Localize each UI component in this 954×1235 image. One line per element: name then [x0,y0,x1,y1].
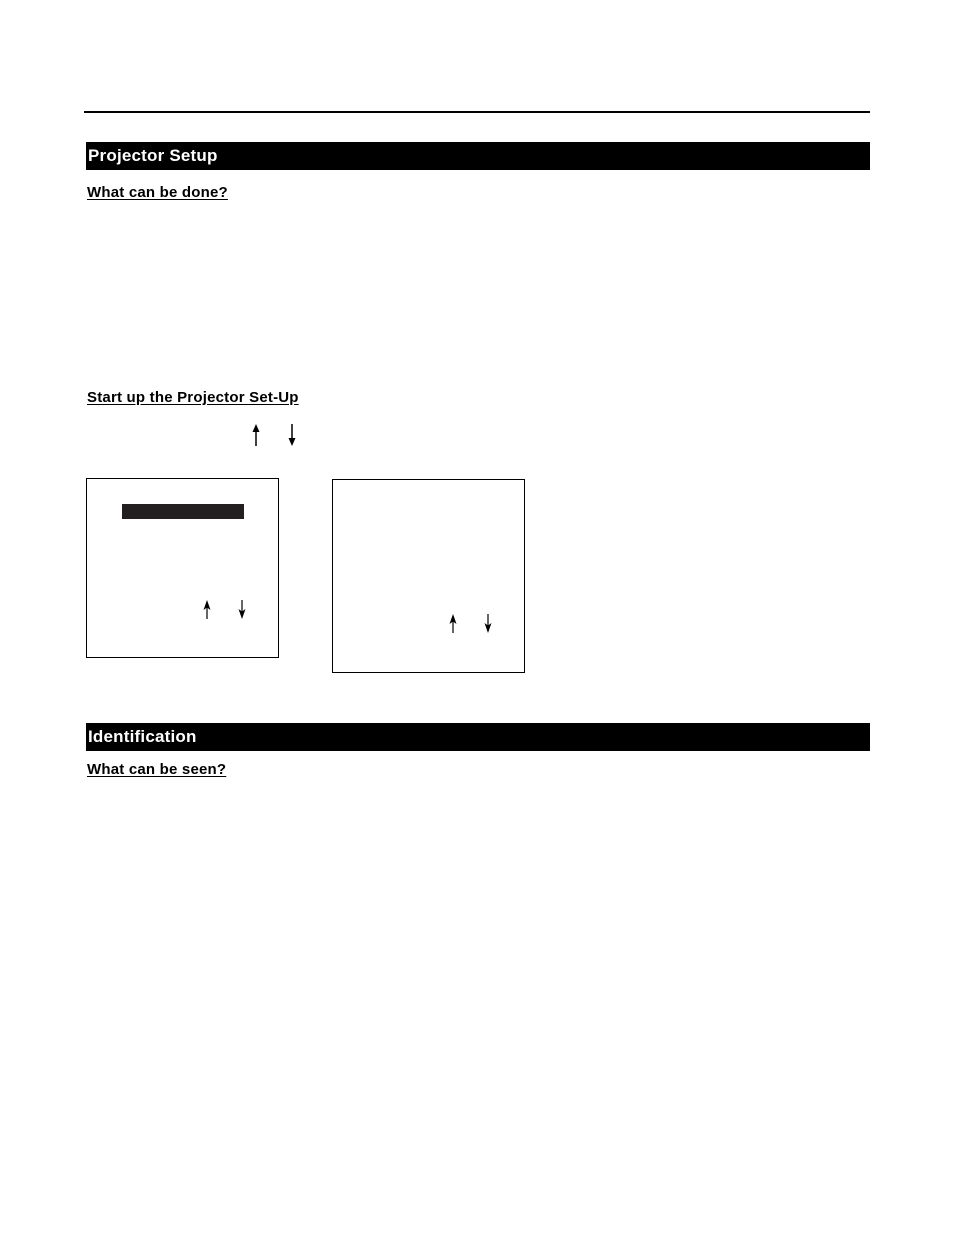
arrow-up-icon [201,600,213,620]
arrow-down-icon [482,614,494,634]
subheading-start-up-projector-setup: Start up the Projector Set-Up [87,389,299,406]
menu-screen-2 [332,479,525,673]
menu-selection-highlight [122,504,244,519]
section-header-identification: Identification [86,723,870,751]
arrow-up-icon [250,424,262,447]
arrow-down-icon [286,424,298,447]
arrow-down-icon [236,600,248,620]
subheading-what-can-be-done: What can be done? [87,184,228,201]
menu-screen-1 [86,478,279,658]
top-rule [84,111,870,113]
arrow-up-icon [447,614,459,634]
section-header-projector-setup: Projector Setup [86,142,870,170]
subheading-what-can-be-seen: What can be seen? [87,761,227,778]
